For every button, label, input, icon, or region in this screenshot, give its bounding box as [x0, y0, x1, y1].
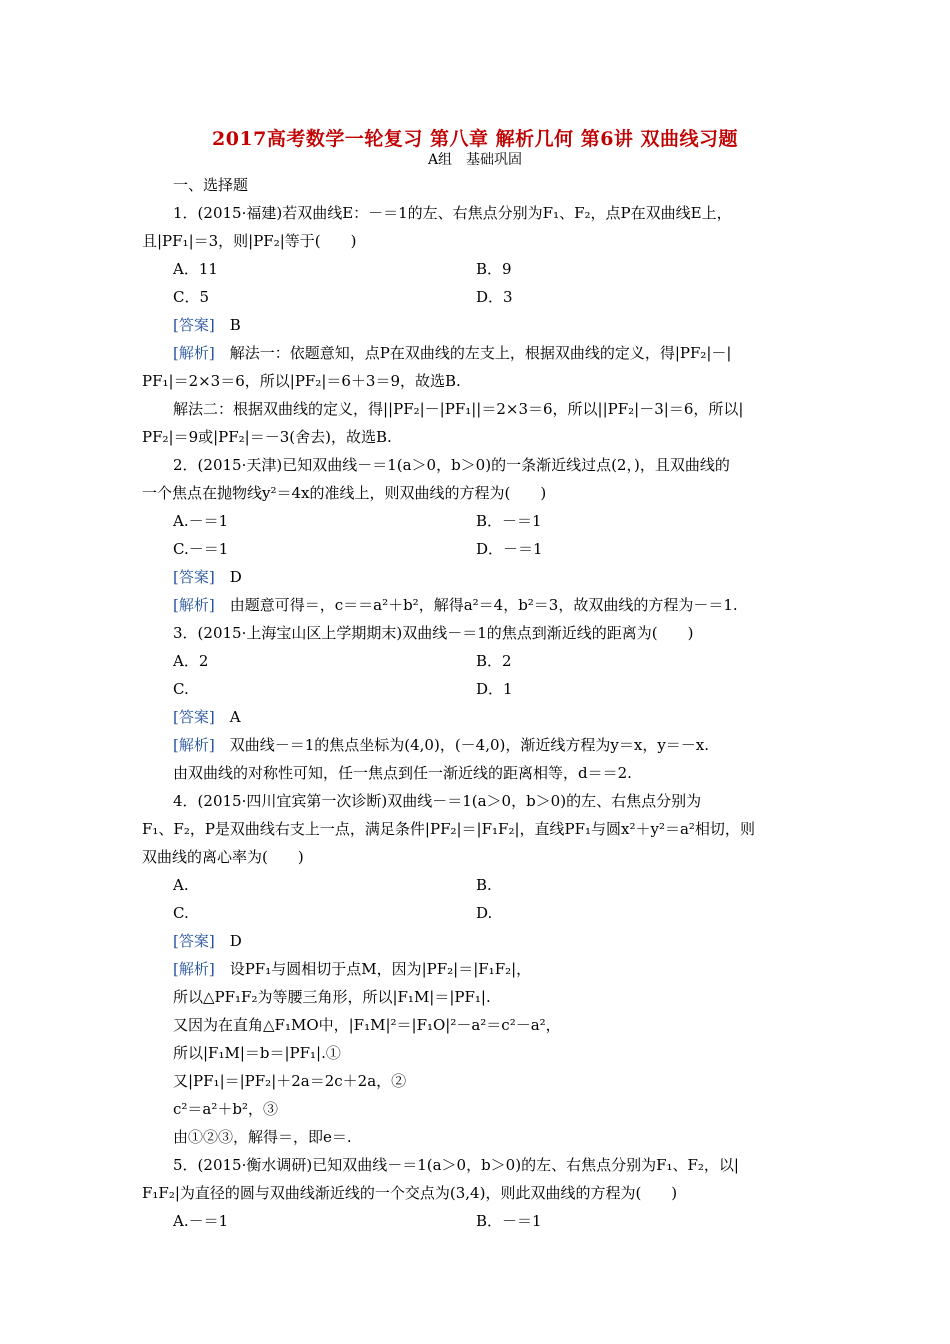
analysis-line: [解析] 解法一：依题意知，点P在双曲线的左支上，根据双曲线的定义，得|PF₂|－|	[173, 344, 732, 362]
text-line: A.	[173, 876, 189, 894]
text-line: C.	[173, 680, 189, 698]
text-line: 一、选择题	[173, 176, 249, 194]
text-line: 由双曲线的对称性可知，任一焦点到任一渐近线的距离相等，d＝＝2.	[173, 764, 632, 782]
text-line: A.－＝1	[173, 1212, 229, 1230]
text-line: 且|PF₁|＝3，则|PF₂|等于( )	[142, 232, 357, 250]
text-line: 2．(2015·天津)已知双曲线－＝1(a＞0，b＞0)的一条渐近线过点(2，)，且双曲线的	[173, 456, 730, 474]
text-line: D.	[476, 904, 493, 922]
text-line: A.－＝1	[173, 512, 229, 530]
text-line: PF₁|＝2×3＝6，所以|PF₂|＝6＋3＝9，故选B.	[142, 372, 461, 390]
text-line: 4．(2015·四川宜宾第一次诊断)双曲线－＝1(a＞0，b＞0)的左、右焦点分别为	[173, 792, 702, 810]
analysis-line: [解析] 由题意可得＝，c＝＝a²＋b²，解得a²＝4，b²＝3，故双曲线的方程为－＝1.	[173, 596, 738, 614]
text-line: B．－＝1	[476, 1212, 542, 1230]
text-line: 一个焦点在抛物线y²＝4x的准线上，则双曲线的方程为( )	[142, 484, 547, 502]
text-line: 所以|F₁M|＝b＝|PF₁|.①	[173, 1044, 341, 1062]
text-line: A．11	[173, 260, 218, 278]
text-line: C.－＝1	[173, 540, 229, 558]
text-line: C.	[173, 904, 189, 922]
text-line: PF₂|＝9或|PF₂|＝－3(舍去)，故选B.	[142, 428, 392, 446]
text-line: F₁、F₂，P是双曲线右支上一点，满足条件|PF₂|＝|F₁F₂|，直线PF₁与圆x²＋y²＝a²相切，则	[142, 820, 755, 838]
text-line: A．2	[173, 652, 209, 670]
text-line: D．1	[476, 680, 513, 698]
text-line: 1．(2015·福建)若双曲线E：－＝1的左、右焦点分别为F₁、F₂，点P在双曲线E上，	[173, 204, 732, 222]
text-line: B．2	[476, 652, 512, 670]
text-line: B．－＝1	[476, 512, 542, 530]
text-line: 又|PF₁|＝|PF₂|＋2a＝2c＋2a，②	[173, 1072, 407, 1090]
answer-line: [答案] B	[173, 316, 241, 334]
answer-line: [答案] D	[173, 932, 242, 950]
text-line: 又因为在直角△F₁MO中，|F₁M|²＝|F₁O|²－a²＝c²－a²，	[173, 1016, 561, 1034]
answer-line: [答案] D	[173, 568, 242, 586]
text-line: 解法二：根据双曲线的定义，得||PF₂|－|PF₁||＝2×3＝6，所以||PF₂|－3|＝6，所以|	[173, 400, 744, 418]
text-line: 3．(2015·上海宝山区上学期期末)双曲线－＝1的焦点到渐近线的距离为( )	[173, 624, 694, 642]
text-line: F₁F₂|为直径的圆与双曲线渐近线的一个交点为(3,4)，则此双曲线的方程为( )	[142, 1184, 678, 1202]
analysis-line: [解析] 双曲线－＝1的焦点坐标为(4,0)，(－4,0)，渐近线方程为y＝x，y＝－x.	[173, 736, 710, 754]
text-line: B．9	[476, 260, 512, 278]
document-title: 2017高考数学一轮复习 第八章 解析几何 第6讲 双曲线习题	[211, 128, 739, 150]
text-line: c²＝a²＋b²，③	[173, 1100, 278, 1118]
text-line: D．－＝1	[476, 540, 543, 558]
text-line: B.	[476, 876, 492, 894]
document-subtitle: A组 基础巩固	[427, 152, 523, 168]
text-line: 所以△PF₁F₂为等腰三角形，所以|F₁M|＝|PF₁|.	[173, 988, 491, 1006]
text-line: C．5	[173, 288, 210, 306]
text-line: D．3	[476, 288, 513, 306]
text-line: 由①②③，解得＝，即e＝.	[173, 1128, 352, 1146]
answer-line: [答案] A	[173, 708, 241, 726]
text-line: 双曲线的离心率为( )	[142, 848, 304, 866]
analysis-line: [解析] 设PF₁与圆相切于点M，因为|PF₂|＝|F₁F₂|，	[173, 960, 532, 978]
text-line: 5．(2015·衡水调研)已知双曲线－＝1(a＞0，b＞0)的左、右焦点分别为F₁、F₂，以|	[173, 1156, 739, 1174]
